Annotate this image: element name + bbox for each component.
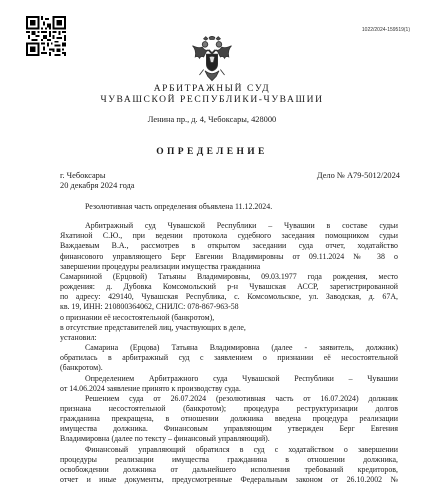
body-line: признана несостоятельной (банкротом); процедура реструктуризации долгов bbox=[60, 403, 398, 413]
coat-of-arms-icon bbox=[191, 36, 233, 82]
document-id: 1022/2024-159519(1) bbox=[361, 27, 410, 33]
body-lines bbox=[60, 221, 398, 485]
body-line: Самарина (Ерцова) Татьяна Владимировна (далее - заявитель, должник) bbox=[85, 343, 398, 353]
body-line: Решением суда от 26.07.2024 (резолютивная часть от 16.07.2024) должник bbox=[85, 393, 398, 403]
body-line: гражданина прекращена, в отношении должника введена процедура реализации bbox=[60, 414, 398, 424]
body-line: рождения: д. Дубовка Комсомольский р-н Чувашская АССР, зарегистрированной bbox=[60, 282, 398, 292]
body-line: по адресу: 429140, Чувашская Республика, с. Комсомольское, ул. Заводская, д. 67А, bbox=[60, 292, 398, 302]
body-line: Важдаевым В.А., рассмотрев в открытом заседании суда отчет, ходатайство bbox=[60, 241, 398, 251]
body-line: от 14.06.2024 заявление принято к производству суда. bbox=[60, 383, 241, 393]
body-line: кв. 19, ИНН: 210800364062, СНИЛС: 078-867-963-58 bbox=[60, 302, 239, 312]
court-name-line-1: АРБИТРАЖНЫЙ СУД bbox=[153, 84, 271, 94]
court-address: Ленина пр., д. 4, Чебоксары, 428000 bbox=[147, 115, 277, 124]
body-line: Финансовый управляющий обратился в суд с ходатайством о завершении bbox=[85, 444, 398, 454]
body-line: процедуры реализации имущества гражданина в отношении должника, bbox=[60, 454, 398, 464]
body-line: финансового управляющего Берг Евгении Владимировны от 09.11.2024 № 38 о bbox=[60, 251, 398, 261]
body-line: (банкротом). bbox=[60, 363, 103, 373]
case-number: Дело № А79-5012/2024 bbox=[316, 171, 400, 180]
document-title: ОПРЕДЕЛЕНИЕ bbox=[156, 147, 268, 157]
body-line: Владимировна (далее по тексту – финансовый управляющий). bbox=[60, 434, 270, 444]
body-line: отчет и иные документы, предусмотренные Федеральным законом от 26.10.2002 № bbox=[60, 475, 398, 485]
body-line: Самарниной (Ерцовой) Татьяны Владимировны, 09.03.1977 года рождения, место bbox=[60, 271, 398, 281]
body-line: Яхатиной С.Ю., при ведении протокола судебного заседания помощником судьи bbox=[60, 231, 398, 241]
body-line: завершении процедуры реализации имущества гражданина bbox=[60, 261, 261, 271]
body-line: обратилась в арбитражный суд с заявлением о признании её несостоятельной bbox=[60, 353, 398, 363]
document-date: 20 декабря 2024 года bbox=[60, 181, 135, 190]
body-line: в отсутствие представителей лиц, участвующих в деле, bbox=[60, 322, 246, 332]
body-line: Арбитражный суд Чувашской Республики – Чувашии в составе судьи bbox=[85, 221, 398, 231]
resolution-line: Резолютивная часть определения объявлена 11.12.2024. bbox=[85, 202, 273, 211]
body-line: освобождении должника от дальнейшего исполнения требований кредиторов, bbox=[60, 464, 398, 474]
qr-code bbox=[26, 16, 66, 56]
body-line: Определением Арбитражного суда Чувашской Республики – Чувашии bbox=[85, 373, 398, 383]
body-line: установил: bbox=[60, 332, 97, 342]
court-name-line-2: ЧУВАШСКОЙ РЕСПУБЛИКИ-ЧУВАШИИ bbox=[100, 95, 324, 105]
city: г. Чебоксары bbox=[60, 171, 106, 180]
document-body bbox=[60, 202, 398, 485]
body-line: имущества должника. Финансовым управляющим утвержден Берг Евгения bbox=[60, 424, 398, 434]
body-line: о признании её несостоятельной (банкротом), bbox=[60, 312, 215, 322]
